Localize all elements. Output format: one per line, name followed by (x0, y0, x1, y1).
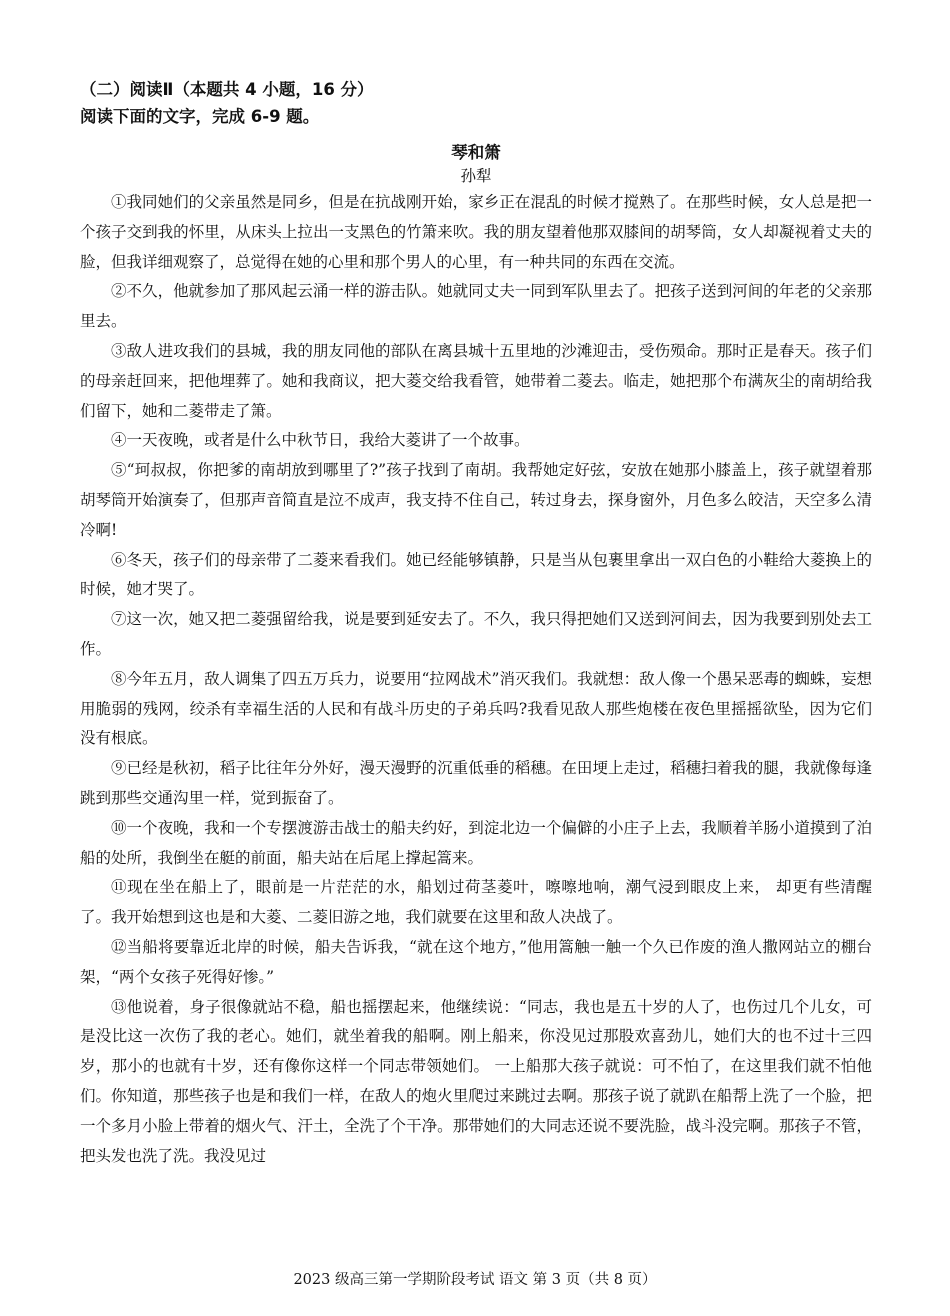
paragraph-2: ②不久，他就参加了那风起云涌一样的游击队。她就同丈夫一同到军队里去了。把孩子送到河间的年老的父亲那里去。 (80, 282, 872, 331)
paragraph-9: ⑨已经是秋初，稻子比往年分外好，漫天漫野的沉重低垂的稻穗。在田埂上走过，稻穗扫着我的腿，我就像每逢跳到那些交通沟里一样，觉到振奋了。 (80, 759, 872, 807)
paragraph-11: ⑪现在坐在船上了，眼前是一片茫茫的水，船划过荷茎菱叶，嚓嚓地响，潮气浸到眼皮上来， 却更有些清醒了。我开始想到这也是和大菱、二菱旧游之地，我们就要在这里和敌人决战了。 (80, 878, 872, 927)
page-footer: 2023 级高三第一学期阶段考试 语文 第 3 页（共 8 页） (293, 1272, 657, 1288)
paragraph-12: ⑫当船将要靠近北岸的时候，船夫告诉我，“就在这个地方，”他用篙触一触一个久已作废的渔人撒网站立的棚台架，“两个女孩子死得好惨。” (80, 937, 872, 986)
paragraph-3: ③敌人进攻我们的县城，我的朋友同他的部队在离县城十五里地的沙滩迎击，受伤殒命。那时正是春天。孩子们的母亲赶回来，把他埋葬了。她和我商议，把大菱交给我看管，她带着二菱去。临走，她把那个布满灰尘的南胡给我们留下，她和二菱带走了箫。 (80, 341, 872, 420)
section-instruction: 阅读下面的文字，完成 6-9 题。 (80, 107, 320, 126)
paragraph-6: ⑥冬天，孩子们的母亲带了二菱来看我们。她已经能够镇静，只是当从包裹里拿出一双白色的小鞋给大菱换上的时候，她才哭了。 (80, 550, 872, 599)
paragraph-10: ⑩一个夜晚，我和一个专摆渡游击战士的船夫约好，到淀北边一个偏僻的小庄子上去，我顺着羊肠小道摸到了泊船的处所，我倒坐在艇的前面，船夫站在后尾上撑起篙来。 (80, 818, 872, 867)
paragraph-7: ⑦这一次，她又把二菱强留给我，说是要到延安去了。不久，我只得把她们又送到河间去，因为我要到别处去工作。 (80, 610, 872, 658)
paragraph-1: ①我同她们的父亲虽然是同乡，但是在抗战刚开始，家乡正在混乱的时候才搅熟了。在那些时候，女人总是把一个孩子交到我的怀里，从床头上拉出一支黑色的竹箫来吹。我的朋友望着他那双膝间的胡琴筒，女人却凝视着丈夫的脸，但我详细观察了，总觉得在她的心里和那个男人的心里，有一种共同的东西在交流。 (80, 193, 872, 271)
article-body (80, 188, 872, 1171)
paragraph-4: ④一天夜晚，或者是什么中秋节日，我给大菱讲了一个故事。 (111, 431, 530, 450)
article-title: 琴和箫 (451, 143, 501, 162)
page-content (80, 76, 872, 1171)
paragraph-5: ⑤“珂叔叔，你把爹的南胡放到哪里了?”孩子找到了南胡。我帮她定好弦，安放在她那小膝盖上，孩子就望着那胡琴筒开始演奏了，但那声音简直是泣不成声，我支持不住自己，转过身去，探身窗外，月色多么皎洁，天空多么清冷啊! (80, 461, 872, 539)
article-author: 孙犁 (460, 167, 492, 185)
section-heading: （二）阅读Ⅱ（本题共 4 小题，16 分） (80, 80, 374, 99)
paragraph-8: ⑧今年五月，敌人调集了四五万兵力，说要用“拉网战术”消灭我们。我就想：敌人像一个愚呆恶毒的蜘蛛，妄想用脆弱的残网，绞杀有幸福生活的人民和有战斗历史的子弟兵吗?我看见敌人那些炮楼在夜色里摇摇欲坠，因为它们没有根底。 (80, 669, 872, 748)
paragraph-13: ⑬他说着，身子很像就站不稳，船也摇摆起来，他继续说：“同志，我也是五十岁的人了，也伤过几个儿女，可是没比这一次伤了我的老心。她们，就坐着我的船啊。刚上船来，你没见过那股欢喜劲儿，她们大的也不过十三四岁，那小的也就有十岁，还有像你这样一个同志带领她们。 一上船那大孩子就说：可不怕了，在这里我们就不怕他们。你知道，那些孩子也是和我们一样，在敌人的炮火里爬过来跳过去啊。那孩子说了就趴在船帮上洗了一个脸，把一个多月小脸上带着的烟火气、汗土，全洗了个干净。那带她们的大同志还说不要洗脸，战斗没完啊。那孩子不管，把头发也洗了洗。我没见过 (80, 997, 872, 1165)
